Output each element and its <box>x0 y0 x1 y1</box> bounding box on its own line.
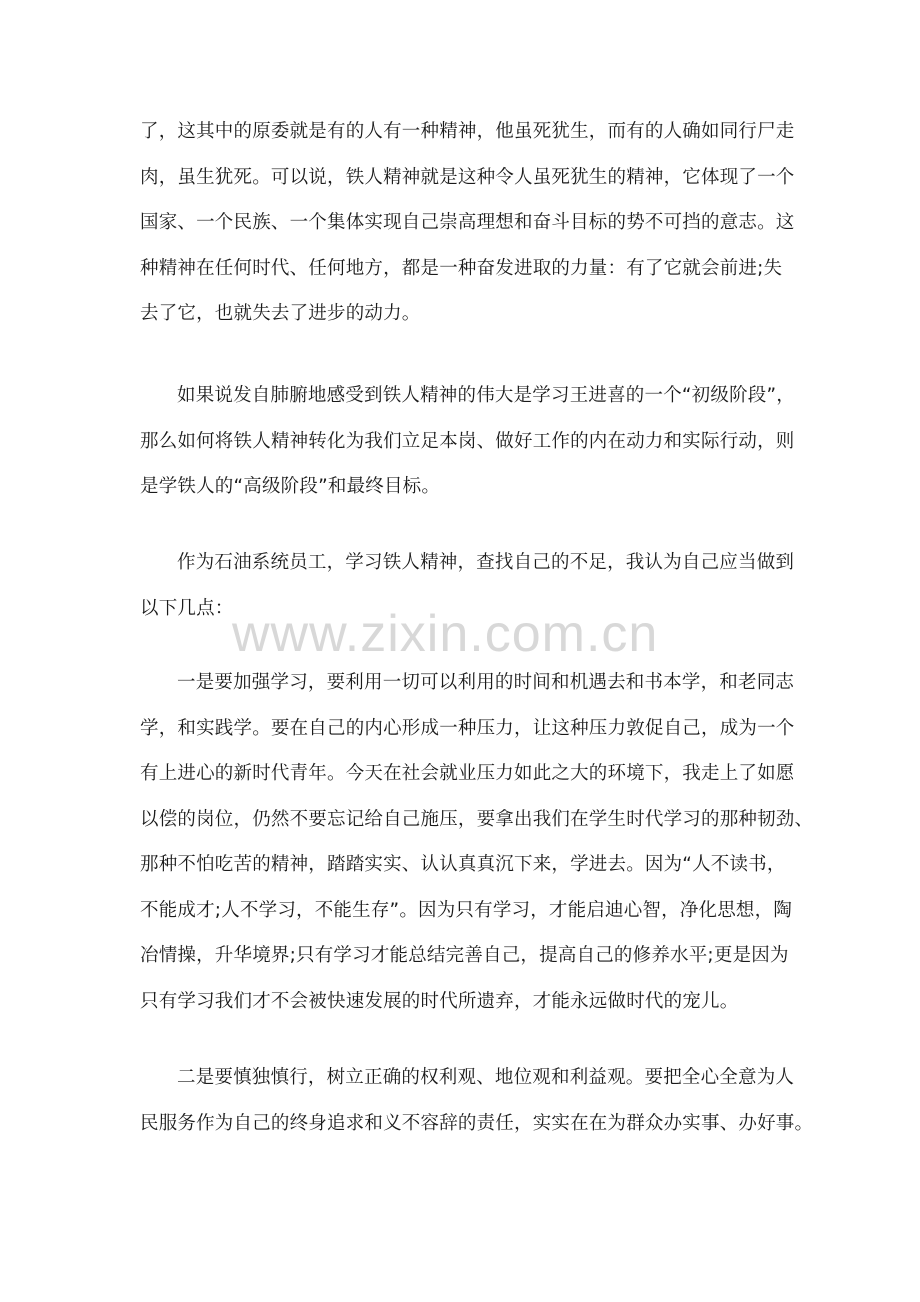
text-line: 民服务作为自己的终身追求和义不容辞的责任，实实在在为群众办实事、办好事。 <box>140 1112 814 1134</box>
text-line: 肉，虽生犹死。可以说，铁人精神就是这种令人虽死犹生的精神，它体现了一个 <box>140 166 795 188</box>
paragraph-5 <box>140 1055 814 1146</box>
watermark: www.zixin.com.cn <box>232 605 659 663</box>
text-line: 不能成才;人不学习，不能生存”。因为只有学习，才能启迪心智，净化思想，陶 <box>140 899 793 921</box>
text-line: 以下几点： <box>140 597 234 619</box>
paragraph-2 <box>140 373 795 510</box>
text-line: 是学铁人的“高级阶段”和最终目标。 <box>140 476 441 497</box>
text-line: 种精神在任何时代、任何地方，都是一种奋发进取的力量：有了它就会前进;失 <box>140 257 783 279</box>
text-line: 那种不怕吃苦的精神，踏踏实实、认认真真沉下来，学进去。因为“人不读书， <box>140 854 786 875</box>
paragraph-1 <box>140 109 795 337</box>
text-line: 学，和实践学。要在自己的内心形成一种压力，让这种压力敦促自己，成为一个 <box>140 717 795 739</box>
text-line: 了，这其中的原委就是有的人有一种精神，他虽死犹生，而有的人确如同行尸走 <box>140 121 795 142</box>
text-line: 冶情操，升华境界;只有学习才能总结完善自己，提高自己的修养水平;更是因为 <box>140 945 789 966</box>
text-line: 一是要加强学习，要利用一切可以利用的时间和机遇去和书本学，和老同志 <box>177 672 795 693</box>
text-line: 有上进心的新时代青年。今天在社会就业压力如此之大的环境下，我走上了如愿 <box>140 763 795 784</box>
paragraph-4 <box>140 660 814 1024</box>
text-line: 去了它，也就失去了进步的动力。 <box>140 303 421 324</box>
text-line: 那么如何将铁人精神转化为我们立足本岗、做好工作的内在动力和实际行动，则 <box>140 430 795 452</box>
text-line: 如果说发自肺腑地感受到铁人精神的伟大是学习王进喜的一个“初级阶段”， <box>177 385 795 406</box>
text-line: 只有学习我们才不会被快速发展的时代所遗弃，才能永远做时代的宠儿。 <box>140 990 739 1012</box>
text-line: 作为石油系统员工，学习铁人精神，查找自己的不足，我认为自己应当做到 <box>177 552 795 573</box>
text-line: 二是要慎独慎行，树立正确的权利观、地位观和利益观。要把全心全意为人 <box>177 1067 795 1088</box>
text-line: 国家、一个民族、一个集体实现自己崇高理想和奋斗目标的势不可挡的意志。这 <box>140 212 795 233</box>
text-line: 以偿的岗位，仍然不要忘记给自己施压，要拿出我们在学生时代学习的那种韧劲、 <box>140 808 814 830</box>
